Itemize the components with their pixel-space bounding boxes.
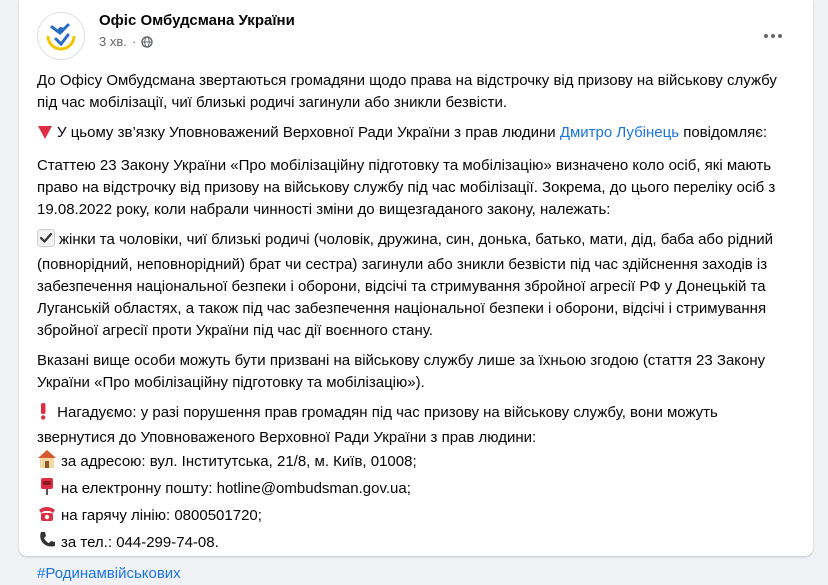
post-card <box>19 0 813 582</box>
paragraph-intro: До Офісу Омбудсмана звертаються громадяни щодо права на відстрочку від призову на військову службу під час мобілізації, чиї близькі родичі загинули або зникли безвісти. <box>37 72 777 111</box>
telephone-receiver-icon <box>37 530 57 557</box>
paragraph-reminder <box>37 402 797 449</box>
phone-text: за тел.: 044-299-74-08. <box>61 534 219 551</box>
page-avatar[interactable] <box>37 12 85 60</box>
mailbox-icon <box>37 476 57 503</box>
globe-icon[interactable] <box>141 36 153 48</box>
hashtag-row <box>37 563 797 585</box>
paragraph-announcement <box>37 122 797 147</box>
check-mark-icon <box>37 229 55 254</box>
reminder-text: Нагадуємо: у разі порушення прав громадян під час призову на військову службу, вони можуть звернутися до Уповноваженого Верховної Ради України з прав людини: <box>37 404 718 446</box>
post-time[interactable]: 3 хв. <box>99 34 127 49</box>
red-triangle-down-icon <box>37 124 53 147</box>
contact-phone <box>37 530 797 557</box>
meta-separator: · <box>131 34 137 49</box>
address-text: за адресою: вул. Інститутська, 21/8, м. Київ, 01008; <box>61 453 417 470</box>
mention-link[interactable]: Дмитро Лубінець <box>559 124 680 141</box>
announcement-text: У цьому зв’язку Уповноважений Верховної Ради України з прав людини <box>57 124 560 141</box>
post-header <box>37 12 795 60</box>
post-content <box>37 70 797 585</box>
paragraph-consent: Вказані вище особи можуть бути призвані на військову службу лише за їхньою згодою (стаття 23 Закону України «Про мобілізаційну підготовку та мобілізацію»). <box>37 352 766 391</box>
house-icon <box>37 449 57 476</box>
paragraph-list-item <box>37 229 797 342</box>
post-meta <box>99 34 153 49</box>
ombudsman-logo-icon <box>38 13 84 59</box>
page-name[interactable]: Офіс Омбудсмана України <box>99 12 295 29</box>
red-exclamation-icon <box>37 402 49 427</box>
paragraph-law: Статтею 23 Закону України «Про мобілізаційну підготовку та мобілізацію» визначено коло осіб, які мають право на відстрочку від призову на військову службу під час мобілізації. Зокрема, до цього переліку осіб з 19.08.2022 року, коли набрали чинності зміни до вищезгаданого закону, належать: <box>37 157 776 218</box>
announcement-text-end: повідомляє: <box>679 124 768 141</box>
telephone-icon <box>37 503 57 530</box>
list-item-text: жінки та чоловіки, чиї близькі родичі (чоловік, дружина, син, донька, батько, мати, дід, баба або рідний (повнорідний, неповнорідний) брат чи сестра) загинули або зникли безвісти під час здійснення заходів із забезпечення національної безпеки і оборони, відсічі та стримування збройної агресії РФ у Донецькій та Луганській областях, а також під час забезпечення національної безпеки і оборони, відсічі і стримування збройної агресії проти України під час дії воєнного стану. <box>37 231 773 339</box>
hotline-text: на гарячу лінію: 0800501720; <box>61 507 262 524</box>
email-text: на електронну пошту: hotline@ombudsman.gov.ua; <box>61 480 411 497</box>
contact-hotline <box>37 503 797 530</box>
contact-email <box>37 476 797 503</box>
contact-address <box>37 449 797 476</box>
hashtag-link[interactable]: #Родинамвійськових <box>37 565 181 582</box>
more-horizontal-icon[interactable] <box>755 18 791 54</box>
